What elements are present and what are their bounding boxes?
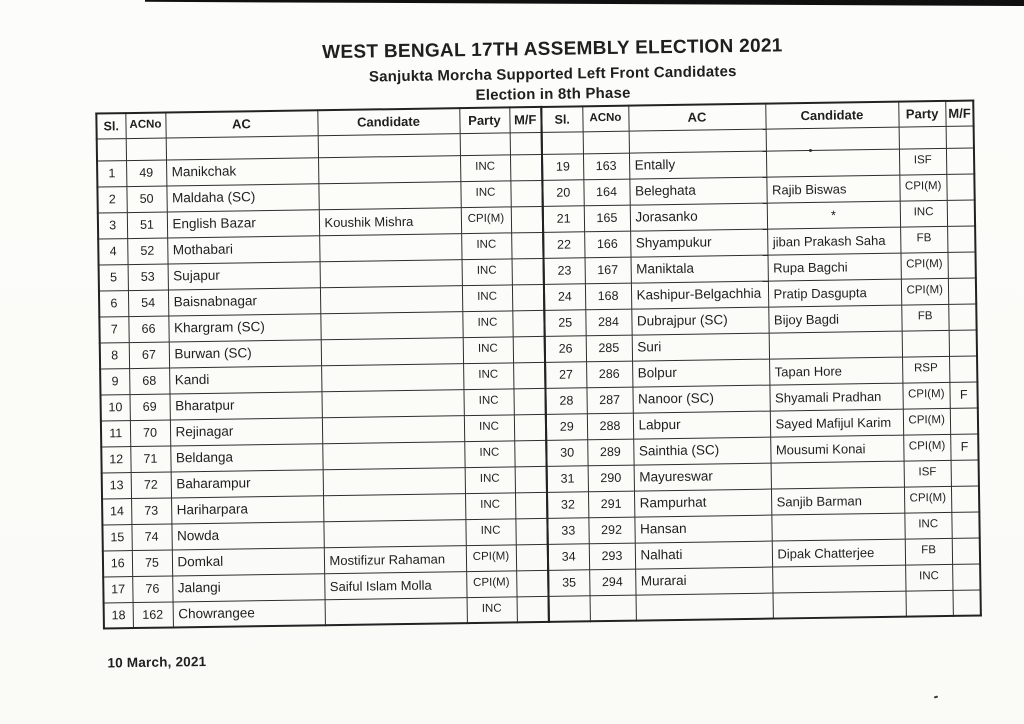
cell-party: CPI(M) <box>466 544 516 571</box>
cell-mf <box>513 388 545 414</box>
col-header-party: Party <box>459 107 509 133</box>
cell-mf <box>952 511 980 537</box>
cell-party <box>899 126 947 149</box>
cell-acno: 52 <box>127 238 167 265</box>
cell-sl: 8 <box>100 342 129 368</box>
cell-sl: 21 <box>543 205 584 232</box>
cell-sl: 23 <box>544 257 585 284</box>
candidates-table-left <box>95 106 550 630</box>
date-label: 10 March, 2021 <box>107 653 207 671</box>
cell-party: INC <box>462 258 512 285</box>
cell-party: CPI(M) <box>902 382 950 409</box>
cell-ac: Kashipur-Belgachhia <box>631 281 768 309</box>
cell-mf <box>947 200 975 226</box>
col-header-mf: M/F <box>509 107 541 132</box>
cell-mf <box>514 414 546 440</box>
cell-ac: Khargram (SC) <box>168 313 320 341</box>
document-title: WEST BENGAL 17TH ASSEMBLY ELECTION 2021 <box>322 35 783 64</box>
cell-party: INC <box>465 466 515 493</box>
cell-ac: Jalangi <box>172 573 324 601</box>
cell-candidate <box>773 591 906 619</box>
cell-acno: 162 <box>133 601 173 628</box>
cell-sl: 10 <box>100 394 129 420</box>
cell-mf <box>515 518 547 544</box>
cell-party: CPI(M) <box>900 252 948 279</box>
cell-candidate: jiban Prakash Saha <box>767 227 900 255</box>
cell-ac: English Bazar <box>167 209 319 237</box>
cell-acno: 49 <box>126 160 166 187</box>
cell-ac: Maniktala <box>631 255 768 283</box>
col-header-candidate: Candidate <box>317 108 459 135</box>
col-header-acno: ACNo <box>582 106 628 132</box>
cell-party: INC <box>904 512 952 539</box>
cell-sl: 25 <box>544 309 585 336</box>
cell-mf: F <box>951 433 979 459</box>
cell-sl: 4 <box>98 238 127 264</box>
cell-mf <box>952 537 980 563</box>
cell-candidate <box>319 233 461 261</box>
cell-ac: Burwan (SC) <box>169 339 321 367</box>
cell-sl: 22 <box>543 231 584 258</box>
cell-candidate <box>318 181 460 209</box>
cell-candidate: * <box>767 201 900 229</box>
cell-party: CPI(M) <box>461 206 511 233</box>
cell-ac: Bolpur <box>632 359 769 387</box>
cell-party: INC <box>467 596 517 623</box>
cell-ac: Baharampur <box>171 469 323 497</box>
cell-party <box>905 590 953 617</box>
cell-ac: Labpur <box>633 411 770 439</box>
cell-acno: 76 <box>132 575 172 602</box>
cell-mf <box>511 206 543 232</box>
cell-candidate <box>771 513 904 541</box>
cell-ac <box>636 593 773 621</box>
cell-sl: 26 <box>545 335 586 362</box>
cell-acno: 66 <box>128 315 168 342</box>
cell-ac: Dubrajpur (SC) <box>631 307 768 335</box>
cell-sl: 1 <box>97 160 126 186</box>
cell-ac: Suri <box>632 333 769 361</box>
cell-acno: 288 <box>587 413 633 440</box>
cell-sl: 11 <box>101 420 130 446</box>
cell-acno <box>583 131 629 154</box>
cell-mf <box>510 180 542 206</box>
cell-ac: Kandi <box>169 365 321 393</box>
cell-candidate: Mostifizur Rahaman <box>324 545 466 573</box>
cell-candidate <box>320 285 462 313</box>
cell-party: INC <box>461 232 511 259</box>
cell-mf: F <box>950 381 978 407</box>
cell-mf <box>515 466 547 492</box>
col-header-sl: Sl. <box>96 113 125 138</box>
cell-ac: Rampurhat <box>634 489 771 517</box>
cell-mf <box>517 596 549 622</box>
cell-sl: 31 <box>547 465 588 492</box>
cell-party: INC <box>465 492 515 519</box>
cell-mf <box>516 544 548 570</box>
cell-candidate <box>320 311 462 339</box>
cell-candidate <box>769 331 902 359</box>
cell-acno: 293 <box>589 543 635 570</box>
cell-mf <box>953 589 981 615</box>
cell-ac <box>166 135 318 159</box>
cell-ac: Hansan <box>634 515 771 543</box>
cell-party: CPI(M) <box>901 278 949 305</box>
cell-mf <box>514 440 546 466</box>
cell-ac: Maldaha (SC) <box>166 183 318 211</box>
cell-acno: 75 <box>132 549 172 576</box>
cell-acno: 53 <box>128 264 168 291</box>
cell-sl: 17 <box>103 576 132 602</box>
cell-party: INC <box>463 362 513 389</box>
cell-party: INC <box>900 200 948 227</box>
cell-sl: 24 <box>544 283 585 310</box>
cell-party: INC <box>464 414 514 441</box>
cell-candidate <box>322 415 464 443</box>
cell-party: FB <box>901 304 949 331</box>
cell-sl: 18 <box>104 602 133 628</box>
cell-ac: Chowrangee <box>173 599 325 627</box>
cell-candidate: Sanjib Barman <box>771 487 904 515</box>
cell-party: INC <box>464 440 514 467</box>
cell-party: INC <box>463 388 513 415</box>
cell-candidate <box>321 337 463 365</box>
table-row <box>549 589 982 621</box>
cell-mf <box>950 407 978 433</box>
cell-mf <box>949 330 977 356</box>
cell-acno: 290 <box>588 465 634 492</box>
cell-party: INC <box>460 180 510 207</box>
cell-candidate <box>325 597 467 625</box>
cell-mf <box>951 485 979 511</box>
cell-acno: 163 <box>583 153 629 180</box>
cell-candidate: Shyamali Pradhan <box>769 383 902 411</box>
cell-acno: 166 <box>584 231 630 258</box>
cell-candidate <box>323 493 465 521</box>
cell-sl: 9 <box>100 368 129 394</box>
cell-sl: 15 <box>102 524 131 550</box>
cell-mf <box>510 132 542 154</box>
cell-party: INC <box>460 154 510 181</box>
cell-sl: 19 <box>542 153 583 180</box>
cell-mf <box>515 492 547 518</box>
table-body-left <box>97 132 549 629</box>
cell-candidate: Koushik Mishra <box>319 207 461 235</box>
cell-acno: 286 <box>586 361 632 388</box>
col-header-acno: ACNo <box>125 113 165 139</box>
cell-candidate <box>766 149 899 177</box>
col-header-ac: AC <box>628 104 765 131</box>
cell-candidate <box>322 441 464 469</box>
cell-mf <box>512 258 544 284</box>
cell-candidate: Saiful Islam Molla <box>324 571 466 599</box>
cell-party: INC <box>462 284 512 311</box>
cell-candidate <box>318 155 460 183</box>
cell-acno: 289 <box>587 439 633 466</box>
cell-ac: Nowda <box>171 521 323 549</box>
cell-sl: 7 <box>99 316 128 342</box>
cell-ac: Beldanga <box>170 443 322 471</box>
cell-acno: 50 <box>126 186 166 213</box>
cell-acno: 54 <box>128 290 168 317</box>
cell-acno <box>590 595 636 622</box>
cell-ac: Jorasanko <box>630 203 767 231</box>
cell-candidate <box>323 519 465 547</box>
cell-ac: Sainthia (SC) <box>633 437 770 465</box>
cell-sl <box>97 138 126 160</box>
cell-acno: 284 <box>585 309 631 336</box>
cell-mf <box>516 570 548 596</box>
table-row <box>104 596 549 629</box>
cell-party: INC <box>465 518 515 545</box>
cell-ac: Murarai <box>635 567 772 595</box>
cell-acno: 291 <box>588 491 634 518</box>
cell-sl <box>542 131 583 154</box>
cell-sl: 33 <box>547 517 588 544</box>
cell-party: INC <box>905 564 953 591</box>
cell-acno: 164 <box>583 179 629 206</box>
cell-candidate: Dipak Chatterjee <box>772 539 905 567</box>
cell-sl: 35 <box>548 569 589 596</box>
cell-party: CPI(M) <box>466 570 516 597</box>
cell-acno: 74 <box>131 523 171 550</box>
cell-candidate: Bijoy Bagdi <box>768 305 901 333</box>
cell-mf <box>512 310 544 336</box>
table-body-right <box>542 126 982 622</box>
cell-ac <box>629 129 766 153</box>
cell-acno: 287 <box>586 387 632 414</box>
cell-party: CPI(M) <box>899 174 947 201</box>
cell-acno: 68 <box>129 367 169 394</box>
cell-acno: 165 <box>584 205 630 232</box>
cell-mf <box>510 154 542 180</box>
cell-ac: Sujapur <box>168 261 320 289</box>
col-header-mf: M/F <box>946 101 974 126</box>
cell-acno: 292 <box>588 517 634 544</box>
cell-party: CPI(M) <box>904 486 952 513</box>
cell-sl: 34 <box>548 543 589 570</box>
cell-ac: Hariharpara <box>171 495 323 523</box>
cell-party: FB <box>905 538 953 565</box>
cell-sl: 20 <box>542 179 583 206</box>
cell-acno: 69 <box>129 393 169 420</box>
cell-acno: 70 <box>130 419 170 446</box>
cell-candidate: Sayed Mafijul Karim <box>770 409 903 437</box>
cell-party <box>460 132 510 155</box>
cell-ac: Baisnabnagar <box>168 287 320 315</box>
cell-sl: 27 <box>545 361 586 388</box>
cell-acno: 167 <box>585 257 631 284</box>
cell-acno: 168 <box>585 283 631 310</box>
cell-ac: Bharatpur <box>169 391 321 419</box>
cell-ac: Beleghata <box>629 177 766 205</box>
cell-acno: 294 <box>589 569 635 596</box>
cell-mf <box>949 356 977 382</box>
document-phase-line: Election in 8th Phase <box>475 84 631 104</box>
cell-ac: Entally <box>629 151 766 179</box>
cell-party: CPI(M) <box>903 434 951 461</box>
cell-candidate <box>320 259 462 287</box>
cell-acno <box>126 138 166 161</box>
cell-sl: 3 <box>98 212 127 238</box>
col-header-ac: AC <box>165 110 317 137</box>
col-header-sl: Sl. <box>541 106 582 132</box>
cell-candidate <box>321 363 463 391</box>
candidates-table-right <box>540 100 982 623</box>
cell-mf <box>513 362 545 388</box>
cell-party <box>902 330 950 357</box>
col-header-candidate: Candidate <box>765 102 898 129</box>
cell-candidate <box>323 467 465 495</box>
cell-sl: 29 <box>546 413 587 440</box>
cell-candidate <box>772 565 905 593</box>
cell-mf <box>949 304 977 330</box>
cell-acno: 67 <box>129 341 169 368</box>
cell-sl: 16 <box>103 550 132 576</box>
cell-mf <box>511 232 543 258</box>
document-heading <box>85 32 1020 110</box>
cell-ac: Manikchak <box>166 157 318 185</box>
cell-sl: 5 <box>99 264 128 290</box>
cell-mf <box>948 226 976 252</box>
cell-party: INC <box>462 310 512 337</box>
cell-ac: Shyampukur <box>630 229 767 257</box>
cell-sl: 14 <box>102 498 131 524</box>
cell-mf <box>947 174 975 200</box>
cell-candidate <box>321 389 463 417</box>
col-header-party: Party <box>898 101 946 127</box>
cell-acno: 285 <box>586 335 632 362</box>
cell-party: ISF <box>904 460 952 487</box>
cell-party: RSP <box>902 356 950 383</box>
cell-ac: Rejinagar <box>170 417 322 445</box>
cell-sl: 30 <box>546 439 587 466</box>
cell-ac: Nanoor (SC) <box>632 385 769 413</box>
cell-mf <box>953 563 981 589</box>
cell-sl: 12 <box>101 446 130 472</box>
cell-party: CPI(M) <box>903 408 951 435</box>
cell-candidate: Rajib Biswas <box>766 175 899 203</box>
cell-candidate <box>318 133 460 157</box>
cell-candidate <box>771 461 904 489</box>
cell-party: FB <box>900 226 948 253</box>
candidates-tables <box>95 100 982 630</box>
cell-sl: 13 <box>102 472 131 498</box>
cell-sl: 6 <box>99 290 128 316</box>
cell-candidate <box>766 127 899 151</box>
cell-sl: 28 <box>545 387 586 414</box>
cell-acno: 51 <box>127 212 167 239</box>
cell-mf <box>512 284 544 310</box>
cell-sl <box>549 595 590 622</box>
cell-sl: 32 <box>547 491 588 518</box>
cell-candidate: Tapan Hore <box>769 357 902 385</box>
cell-candidate: Mousumi Konai <box>770 435 903 463</box>
cell-ac: Domkal <box>172 547 324 575</box>
cell-mf <box>946 148 974 174</box>
cell-ac: Mothabari <box>167 235 319 263</box>
cell-ac: Nalhati <box>635 541 772 569</box>
cell-acno: 72 <box>131 471 171 498</box>
cell-candidate: Pratip Dasgupta <box>768 279 901 307</box>
document-subtitle: Sanjukta Morcha Supported Left Front Candidates <box>368 63 737 86</box>
cell-party: ISF <box>899 148 947 175</box>
cell-mf <box>513 336 545 362</box>
cell-acno: 73 <box>131 497 171 524</box>
cell-ac: Mayureswar <box>634 463 771 491</box>
cell-mf <box>946 126 974 148</box>
cell-candidate: Rupa Bagchi <box>767 253 900 281</box>
cell-mf <box>948 252 976 278</box>
cell-mf <box>948 278 976 304</box>
cell-mf <box>951 459 979 485</box>
cell-party: INC <box>463 336 513 363</box>
cell-acno: 71 <box>130 445 170 472</box>
cell-sl: 2 <box>97 186 126 212</box>
